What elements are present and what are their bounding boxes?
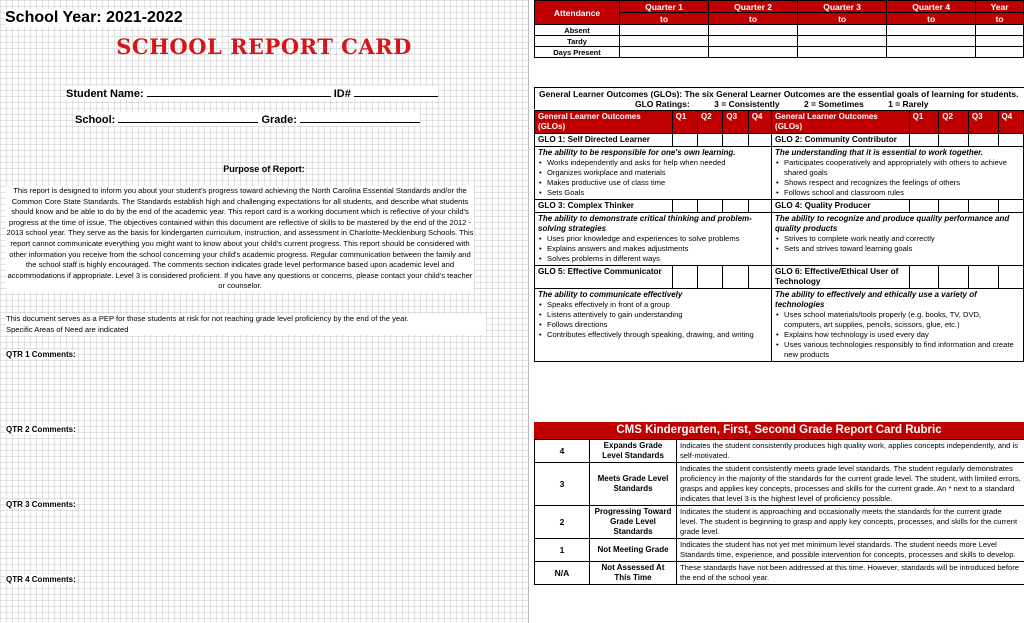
rating-cell[interactable]: [723, 200, 748, 213]
rating-cell[interactable]: [939, 200, 969, 213]
rubric-desc: Indicates the student consistently meets grade level standards. The student regularly demonstrates proficiency in the majority of the standards for the current grade level. The student, with limited errors, grasps and applies key concepts, processes and skills for the current grade. An * next to a standard indicates that level 3 is the highest level of proficiency possible.: [677, 463, 1024, 506]
glo3-desc: The ability to demonstrate critical thinking and problem-solving strategies: [538, 214, 752, 233]
school-row: [75, 112, 420, 126]
glo2-name: GLO 2: Community Contributor: [772, 134, 910, 147]
attendance-row-absent: [535, 25, 1024, 36]
rubric-score: 3: [535, 463, 590, 506]
rubric-title: CMS Kindergarten, First, Second Grade Report Card Rubric: [534, 422, 1024, 439]
glo1-name: GLO 1: Self Directed Learner: [535, 134, 673, 147]
rubric-level: Expands Grade Level Standards: [590, 440, 677, 463]
glo6-desc: The ability to effectively and ethically use a variety of technologies: [775, 290, 977, 309]
rubric-row: [535, 562, 1024, 585]
areas-of-need-text: Specific Areas of Need are indicated: [6, 324, 129, 334]
quarter1-header: Quarter 1: [620, 1, 709, 13]
pep-text: This document serves as a PEP for those students at risk for not reaching grade level proficiency by the end of the year.: [6, 314, 409, 323]
glo6-bullet: • Explains how technology is used every day: [784, 330, 1020, 340]
q1-header: Q1: [909, 111, 939, 134]
quarter2-to: to: [709, 13, 798, 25]
glo2-bullet: • Shows respect and recognizes the feelings of others: [784, 178, 1020, 188]
glo6-name: GLO 6: Effective/Ethical User of Technology: [772, 266, 910, 289]
rubric-level: Not Assessed At This Time: [590, 562, 677, 585]
rating-cell[interactable]: [939, 266, 969, 289]
attendance-cell[interactable]: [976, 36, 1024, 47]
attendance-row-days-present: [535, 47, 1024, 58]
q3-header: Q3: [968, 111, 998, 134]
glo5-bullet: • Follows directions: [547, 320, 768, 330]
rating-consistently: 3 = Consistently: [714, 99, 780, 109]
rating-cell[interactable]: [748, 266, 771, 289]
attendance-cell[interactable]: [709, 25, 798, 36]
glo5-detail: [535, 289, 772, 362]
absent-label: Absent: [535, 25, 620, 36]
rubric-score: N/A: [535, 562, 590, 585]
glo3-bullet: • Solves problems in different ways: [547, 254, 768, 264]
days-present-label: Days Present: [535, 47, 620, 58]
school-label: School:: [75, 114, 116, 126]
glo1-bullets: [538, 158, 768, 198]
rating-cell[interactable]: [723, 266, 748, 289]
grade-field[interactable]: [300, 112, 420, 123]
page-divider: [528, 0, 529, 623]
attendance-table: [534, 0, 1024, 58]
glo5-bullet: • Listens attentively to gain understanding: [547, 310, 768, 320]
glo5-bullets: [538, 300, 768, 340]
id-field[interactable]: [354, 86, 438, 97]
rating-cell[interactable]: [968, 134, 998, 147]
glo5-name: GLO 5: Effective Communicator: [535, 266, 673, 289]
tardy-label: Tardy: [535, 36, 620, 47]
rubric-desc: Indicates the student consistently produces high quality work, applies concepts independently, and is self-motivated.: [677, 440, 1024, 463]
quarter4-to: to: [887, 13, 976, 25]
student-name-label: Student Name:: [66, 88, 144, 100]
attendance-cell[interactable]: [620, 25, 709, 36]
attendance-cell[interactable]: [887, 25, 976, 36]
glo3-name: GLO 3: Complex Thinker: [535, 200, 673, 213]
student-name-field[interactable]: [147, 86, 331, 97]
glo-col-header: General Learner Outcomes (GLOs): [535, 111, 673, 134]
glo6-bullets: [775, 310, 1020, 360]
glo-table: [534, 110, 1024, 362]
rating-cell[interactable]: [968, 266, 998, 289]
qtr1-comments-label: QTR 1 Comments:: [6, 350, 76, 359]
quarter4-header: Quarter 4: [887, 1, 976, 13]
glo2-bullet: • Participates cooperatively and appropriately with others to achieve shared goals: [784, 158, 1020, 178]
q3-header: Q3: [723, 111, 748, 134]
right-page: [534, 0, 1024, 623]
glo1-bullet: • Works independently and asks for help when needed: [547, 158, 768, 168]
glo4-bullet: • Strives to complete work neatly and correctly: [784, 234, 1020, 244]
q4-header: Q4: [748, 111, 771, 134]
glo4-desc: The ability to recognize and produce quality performance and quality products: [775, 214, 1010, 233]
grade-label: Grade:: [261, 114, 297, 126]
glo-row: [535, 134, 1024, 147]
quarter3-to: to: [798, 13, 887, 25]
attendance-cell[interactable]: [709, 47, 798, 58]
year-to: to: [976, 13, 1024, 25]
purpose-title: Purpose of Report:: [223, 164, 305, 174]
glo2-bullet: • Follows school and classroom rules: [784, 188, 1020, 198]
glo-desc-row: [535, 147, 1024, 200]
rubric-row: [535, 440, 1024, 463]
attendance-cell[interactable]: [976, 47, 1024, 58]
glo1-bullet: • Sets Goals: [547, 188, 768, 198]
glo1-bullet: • Organizes workplace and materials: [547, 168, 768, 178]
glo-ratings-label: GLO Ratings:: [635, 99, 690, 109]
rubric-row: [535, 506, 1024, 539]
glo-row: [535, 266, 1024, 289]
glo2-detail: [772, 147, 1024, 200]
report-card-title: SCHOOL REPORT CARD: [116, 34, 412, 59]
glo5-bullet: • Contributes effectively through speaking, drawing, and writing: [547, 330, 768, 340]
attendance-cell[interactable]: [709, 36, 798, 47]
rating-cell[interactable]: [672, 134, 697, 147]
glo4-bullets: [775, 234, 1020, 254]
qtr4-comments-label: QTR 4 Comments:: [6, 575, 76, 584]
rating-cell[interactable]: [998, 266, 1023, 289]
rubric-desc: Indicates the student is approaching and occasionally meets the standards for the current grade level. The student is beginning to grasp and apply key concepts, processes, and skills for the current grade level.: [677, 506, 1024, 539]
rubric-level: Meets Grade Level Standards: [590, 463, 677, 506]
glo5-bullet: • Speaks effectively in front of a group: [547, 300, 768, 310]
quarter3-header: Quarter 3: [798, 1, 887, 13]
q4-header: Q4: [998, 111, 1023, 134]
attendance-cell[interactable]: [798, 47, 887, 58]
glo1-detail: [535, 147, 772, 200]
qtr2-comments-label: QTR 2 Comments:: [6, 425, 76, 434]
glo-ratings: [539, 99, 1024, 109]
glo-col-header: General Learner Outcomes (GLOs): [772, 111, 910, 134]
rating-cell[interactable]: [697, 266, 722, 289]
attendance-cell[interactable]: [620, 36, 709, 47]
attendance-header-row: [535, 1, 1024, 13]
q2-header: Q2: [697, 111, 722, 134]
glo-intro-box: [534, 87, 1024, 109]
pep-note: [6, 314, 486, 335]
q2-header: Q2: [939, 111, 969, 134]
glo-header-row: [535, 111, 1024, 134]
quarter1-to: to: [620, 13, 709, 25]
purpose-text: This report is designed to inform you about your student's progress toward achieving the North Carolina Essential Standards and/or the Common Core State Standards. The Standards establish high and challenging expectations for all students, and describe what students should know and be able to do by the end of the academic year. This report card is a working document which is reflective of your child's progress at the time of issue. The objectives contained within this document are reflective of skills to be mastered by the end of the 2012 - 2013 school year. They serve as the basis for kindergarten curriculum, instruction, and assessment in Charlotte-Mecklenburg Schools. This report cannot communicate everything you might want to know about your child's current progress. This report should be considered with other information you receive from the school concerning your child's academic progress. Regular communication between the family and the school staff is highly encouraged. The comments section indicates grade level performance based upon academic level and accommodations if appropriate. Level 3 is considered proficient. If you have any questions or concerns, please contact your child's teacher or counselor.: [6, 186, 474, 291]
rubric-desc: Indicates the student has not yet met minimum level standards. The student needs more Level Standards time, experience, and possible intervention for concepts, processes and skills to develop.: [677, 539, 1024, 562]
rubric-table: [534, 439, 1024, 585]
rubric-row: [535, 463, 1024, 506]
glo3-detail: [535, 213, 772, 266]
glo1-desc: The ability to be responsible for one's own learning.: [538, 148, 736, 157]
glo-intro: General Learner Outcomes (GLOs): The six General Learner Outcomes are the essential goals of learning for students.: [539, 89, 1019, 99]
id-label: ID#: [333, 88, 351, 100]
quarter2-header: Quarter 2: [709, 1, 798, 13]
rubric-score: 1: [535, 539, 590, 562]
glo4-bullet: • Sets and strives toward learning goals: [784, 244, 1020, 254]
attendance-row-tardy: [535, 36, 1024, 47]
glo-desc-row: [535, 213, 1024, 266]
glo6-bullet: • Uses various technologies responsibly to find information and create new products: [784, 340, 1020, 360]
glo3-bullet: • Uses prior knowledge and experiences to solve problems: [547, 234, 768, 244]
rating-sometimes: 2 = Sometimes: [803, 99, 864, 109]
rubric-level: Not Meeting Grade: [590, 539, 677, 562]
rating-cell[interactable]: [723, 134, 748, 147]
rating-cell[interactable]: [909, 200, 939, 213]
qtr3-comments-label: QTR 3 Comments:: [6, 500, 76, 509]
glo6-bullet: • Uses school materials/tools properly (e.g. books, TV, DVD, computers, art supplies, pencils, scissors, glue, etc.): [784, 310, 1020, 330]
rating-cell[interactable]: [909, 134, 939, 147]
rating-cell[interactable]: [748, 200, 771, 213]
rating-cell[interactable]: [672, 266, 697, 289]
rating-rarely: 1 = Rarely: [888, 99, 929, 109]
glo1-bullet: • Makes productive use of class time: [547, 178, 768, 188]
rubric-level: Progressing Toward Grade Level Standards: [590, 506, 677, 539]
rating-cell[interactable]: [748, 134, 771, 147]
glo4-detail: [772, 213, 1024, 266]
attendance-cell[interactable]: [798, 36, 887, 47]
rating-cell[interactable]: [672, 200, 697, 213]
rating-cell[interactable]: [939, 134, 969, 147]
glo5-desc: The ability to communicate effectively: [538, 290, 683, 299]
glo-desc-row: [535, 289, 1024, 362]
glo3-bullets: [538, 234, 768, 264]
school-year: School Year: 2021-2022: [5, 9, 183, 26]
glo2-desc: The understanding that it is essential to work together.: [775, 148, 984, 157]
rubric-row: [535, 539, 1024, 562]
attendance-cell[interactable]: [976, 25, 1024, 36]
attendance-header: Attendance: [535, 1, 620, 25]
attendance-cell[interactable]: [620, 47, 709, 58]
glo6-detail: [772, 289, 1024, 362]
school-field[interactable]: [118, 112, 258, 123]
student-name-row: [66, 86, 438, 100]
attendance-cell[interactable]: [887, 47, 976, 58]
glo3-bullet: • Explains answers and makes adjustments: [547, 244, 768, 254]
glo-row: [535, 200, 1024, 213]
rating-cell[interactable]: [998, 200, 1023, 213]
rating-cell[interactable]: [909, 266, 939, 289]
rating-cell[interactable]: [998, 134, 1023, 147]
attendance-cell[interactable]: [887, 36, 976, 47]
rubric-desc: These standards have not been addressed at this time. However, standards will be introduced before the end of the school year.: [677, 562, 1024, 585]
rubric-score: 4: [535, 440, 590, 463]
glo4-name: GLO 4: Quality Producer: [772, 200, 910, 213]
glo2-bullets: [775, 158, 1020, 198]
q1-header: Q1: [672, 111, 697, 134]
rating-cell[interactable]: [968, 200, 998, 213]
rubric-score: 2: [535, 506, 590, 539]
rating-cell[interactable]: [697, 200, 722, 213]
attendance-cell[interactable]: [798, 25, 887, 36]
rating-cell[interactable]: [697, 134, 722, 147]
year-header: Year: [976, 1, 1024, 13]
